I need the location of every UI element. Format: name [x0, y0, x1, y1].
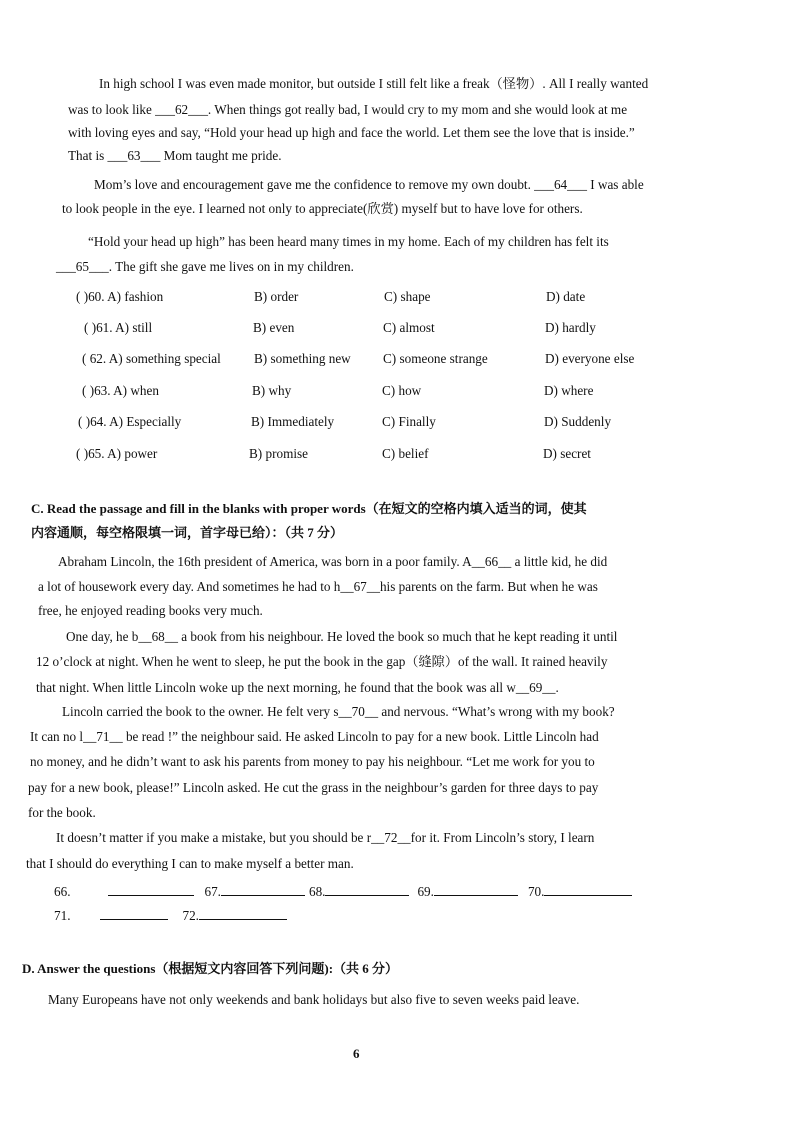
- passage-line: no money, and he didn’t want to ask his parents from money to pay his neighbour. “Let me work for you to: [30, 754, 595, 769]
- passage-line: It can no l__71__ be read !” the neighbour said. He asked Lincoln to pay for a new book. Little Lincoln had: [30, 729, 599, 744]
- question-option-a[interactable]: ( )65. A) power: [76, 446, 158, 461]
- question-option-c[interactable]: C) almost: [383, 320, 435, 335]
- passage-line: It doesn’t matter if you make a mistake, but you should be r__72__for it. From Lincoln’s story, I learn: [56, 830, 595, 845]
- question-option-c[interactable]: C) belief: [382, 446, 429, 461]
- passage-line: Mom’s love and encouragement gave me the confidence to remove my own doubt. ___64___ I was able: [94, 177, 644, 192]
- section-c-heading: 内容通顺，每空格限填一词，首字母已给）：（共 7 分）: [31, 525, 344, 540]
- passage-line: In high school I was even made monitor, but outside I still felt like a freak（怪物）. All I really wanted: [99, 76, 649, 91]
- question-option-b[interactable]: B) something new: [254, 351, 351, 366]
- section-c-heading: C. Read the passage and fill in the blanks with proper words（在短文的空格内填入适当的词，使其: [31, 501, 587, 516]
- answer-blank-67[interactable]: [221, 882, 305, 896]
- question-option-d[interactable]: D) date: [546, 289, 586, 304]
- answer-blank-72[interactable]: [199, 906, 287, 920]
- section-d-heading: D. Answer the questions（根据短文内容回答下列问题):（共 6 分）: [22, 961, 399, 976]
- passage-line: One day, he b__68__ a book from his neighbour. He loved the book so much that he kept reading it until: [66, 629, 618, 644]
- passage-line: Abraham Lincoln, the 16th president of America, was born in a poor family. A__66__ a little kid, he did: [58, 554, 608, 569]
- passage-line: with loving eyes and say, “Hold your head up high and face the world. Let them see the love that is inside.”: [68, 125, 635, 140]
- question-option-a[interactable]: ( )64. A) Especially: [78, 414, 182, 429]
- answer-blank-70[interactable]: [544, 882, 632, 896]
- question-option-a[interactable]: ( )60. A) fashion: [76, 289, 164, 304]
- page-number: 6: [353, 1046, 360, 1061]
- question-option-d[interactable]: D) Suddenly: [544, 414, 612, 429]
- question-option-b[interactable]: B) promise: [249, 446, 308, 461]
- question-option-d[interactable]: D) where: [544, 383, 594, 398]
- passage-line: that I should do everything I can to make myself a better man.: [26, 856, 354, 871]
- passage-line: That is ___63___ Mom taught me pride.: [68, 148, 282, 163]
- answer-blank-66[interactable]: [108, 882, 194, 896]
- question-option-a[interactable]: ( )61. A) still: [84, 320, 153, 335]
- answer-blanks-row: [54, 882, 632, 901]
- passage-line: that night. When little Lincoln woke up the next morning, he found that the book was all w__69__.: [36, 680, 559, 695]
- passage-line: free, he enjoyed reading books very much.: [38, 603, 263, 618]
- question-option-d[interactable]: D) secret: [543, 446, 591, 461]
- passage-line: pay for a new book, please!” Lincoln asked. He cut the grass in the neighbour’s garden for three days to pay: [28, 780, 599, 795]
- passage-line: for the book.: [28, 805, 96, 820]
- passage-line: “Hold your head up high” has been heard many times in my home. Each of my children has felt its: [88, 234, 609, 249]
- answer-blank-69[interactable]: [434, 882, 518, 896]
- blank-label: 68.: [308, 884, 326, 899]
- question-option-b[interactable]: B) order: [254, 289, 299, 304]
- question-option-c[interactable]: C) how: [382, 383, 422, 398]
- passage-line: to look people in the eye. I learned not only to appreciate(欣赏) myself but to have love for others.: [62, 201, 583, 216]
- blank-label: 69.: [417, 884, 434, 899]
- blank-label: 72.: [182, 908, 199, 923]
- passage-line: a lot of housework every day. And sometimes he had to h__67__his parents on the farm. But when he was: [38, 579, 598, 594]
- question-option-b[interactable]: B) Immediately: [251, 414, 335, 429]
- passage-line: 12 o’clock at night. When he went to sleep, he put the book in the gap（缝隙）of the wall. It rained heavily: [36, 654, 608, 669]
- question-option-b[interactable]: B) even: [253, 320, 295, 335]
- answer-blank-71[interactable]: [100, 906, 168, 920]
- question-option-c[interactable]: C) someone strange: [383, 351, 488, 366]
- question-option-d[interactable]: D) everyone else: [545, 351, 635, 366]
- blank-label: 67.: [204, 884, 221, 899]
- question-option-d[interactable]: D) hardly: [545, 320, 596, 335]
- answer-blank-68[interactable]: [325, 882, 409, 896]
- blank-label: 66.: [54, 884, 71, 899]
- blank-label: 70.: [527, 884, 545, 899]
- blank-label: 71.: [54, 908, 71, 923]
- question-option-a[interactable]: ( 62. A) something special: [82, 351, 221, 366]
- passage-line: Lincoln carried the book to the owner. He felt very s__70__ and nervous. “What’s wrong with my book?: [62, 704, 615, 719]
- passage-line: was to look like ___62___. When things got really bad, I would cry to my mom and she would look at me: [68, 102, 628, 117]
- question-option-a[interactable]: ( )63. A) when: [82, 383, 159, 398]
- passage-line: ___65___. The gift she gave me lives on in my children.: [56, 259, 354, 274]
- passage-line: Many Europeans have not only weekends and bank holidays but also five to seven weeks paid leave.: [48, 992, 580, 1007]
- question-option-b[interactable]: B) why: [252, 383, 292, 398]
- question-option-c[interactable]: C) shape: [384, 289, 431, 304]
- answer-blanks-row: [54, 906, 287, 925]
- question-option-c[interactable]: C) Finally: [382, 414, 436, 429]
